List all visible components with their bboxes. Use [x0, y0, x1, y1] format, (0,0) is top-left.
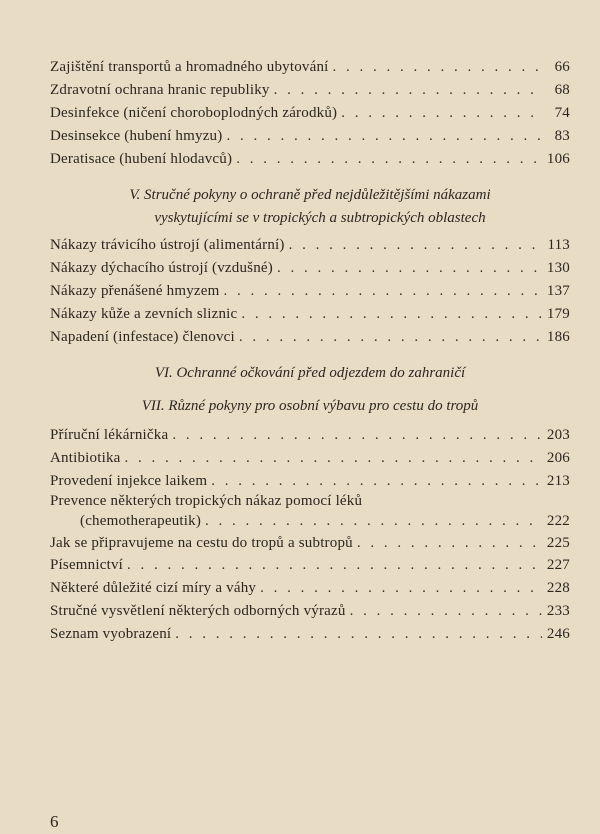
leader-dots [241, 305, 542, 323]
leader-dots [260, 579, 542, 597]
toc-entry-first-line [50, 492, 570, 510]
toc-entry-page: 206 [546, 450, 570, 466]
toc-entry-page: 222 [546, 513, 570, 529]
leader-dots [289, 236, 542, 254]
toc-entry [50, 127, 570, 145]
toc-entry [50, 449, 570, 467]
leader-dots [236, 150, 542, 168]
toc-entry [50, 426, 570, 444]
toc-entry-page: 137 [546, 283, 570, 299]
toc-entry-page: 246 [546, 626, 570, 642]
toc-entry-page: 233 [546, 603, 570, 619]
toc-entry-page: 179 [546, 306, 570, 322]
page-number: 6 [50, 812, 59, 831]
leader-dots [127, 556, 542, 574]
leader-dots [357, 534, 542, 552]
toc-entry-title: Stručné vysvětlení některých odborných výrazů [50, 603, 346, 619]
toc-entry [80, 512, 570, 530]
toc-entry-title: Některé důležité cizí míry a váhy [50, 580, 257, 596]
toc-entry [50, 602, 570, 620]
toc-entry-title: Příruční lékárnička [50, 427, 169, 443]
toc-entry [50, 236, 570, 254]
toc-entry [50, 58, 570, 76]
leader-dots [277, 259, 542, 277]
toc-entry-title: Nákazy přenášené hmyzem [50, 283, 220, 299]
leader-dots [211, 472, 542, 490]
toc-entry-page: 68 [554, 82, 570, 98]
toc-entry-title: Nákazy trávicího ústrojí (alimentární) [50, 237, 285, 253]
toc-entry-page: 186 [546, 329, 570, 345]
toc-entry-title: Desinsekce (hubení hmyzu) [50, 128, 223, 144]
toc-entry-title: Seznam vyobrazení [50, 626, 172, 642]
toc-entry [50, 579, 570, 597]
toc-entry-page: 130 [546, 260, 570, 276]
section-heading: vyskytujícími se v tropických a subtropických oblastech [154, 210, 486, 226]
leader-dots [125, 449, 542, 467]
toc-entry-title: Zajištění transportů a hromadného ubytování [50, 59, 329, 75]
toc-entry [50, 305, 570, 323]
toc-entry-title: (chemotherapeutik) [80, 513, 202, 529]
toc-entry-page: 113 [547, 237, 570, 253]
toc-entry [50, 259, 570, 277]
leader-dots [224, 282, 542, 300]
toc-entry [50, 556, 570, 574]
toc-entry [50, 328, 570, 346]
leader-dots [341, 104, 542, 122]
leader-dots [172, 426, 542, 444]
toc-entry-page: 106 [546, 151, 570, 167]
leader-dots [274, 81, 542, 99]
toc-entry-page: 74 [554, 105, 570, 121]
toc-entry-title: Písemnictví [50, 557, 124, 573]
toc-entry-title: Deratisace (hubení hlodavců) [50, 151, 233, 167]
toc-entry-page: 203 [546, 427, 570, 443]
leader-dots [350, 602, 542, 620]
toc-entry-page: 227 [546, 557, 570, 573]
toc-entry-title: Prevence některých tropických nákaz pomocí léků [50, 493, 363, 509]
toc-entry [50, 534, 570, 552]
toc-entry [50, 104, 570, 122]
leader-dots [205, 512, 542, 530]
toc-entry-page: 228 [546, 580, 570, 596]
toc-entry [50, 625, 570, 643]
toc-entry-title: Desinfekce (ničení choroboplodných zárodků) [50, 105, 338, 121]
toc-entry-title: Jak se připravujeme na cestu do tropů a subtropů [50, 535, 353, 551]
toc-entry-page: 66 [554, 59, 570, 75]
section-heading: V. Stručné pokyny o ochraně před nejdůležitějšími nákazami [129, 187, 491, 203]
toc-entry-title: Napadení (infestace) členovci [50, 329, 235, 345]
toc-entry-page: 213 [546, 473, 570, 489]
toc-entry-title: Nákazy kůže a zevních sliznic [50, 306, 238, 322]
toc-entry-title: Nákazy dýchacího ústrojí (vzdušné) [50, 260, 273, 276]
toc-entry [50, 282, 570, 300]
section-heading: VI. Ochranné očkování před odjezdem do zahraničí [154, 365, 466, 381]
leader-dots [175, 625, 542, 643]
toc-entry [50, 150, 570, 168]
toc-entry-title: Antibiotika [50, 450, 121, 466]
leader-dots [333, 58, 542, 76]
leader-dots [226, 127, 542, 145]
toc-entry-page: 83 [554, 128, 570, 144]
toc-entry-title: Zdravotní ochrana hranic republiky [50, 82, 270, 98]
toc-entry-title: Provedení injekce laikem [50, 473, 208, 489]
section-heading: VII. Různé pokyny pro osobní výbavu pro cestu do tropů [141, 398, 479, 414]
toc-entry [50, 81, 570, 99]
leader-dots [239, 328, 542, 346]
toc-entry [50, 472, 570, 490]
toc-entry-page: 225 [546, 535, 570, 551]
